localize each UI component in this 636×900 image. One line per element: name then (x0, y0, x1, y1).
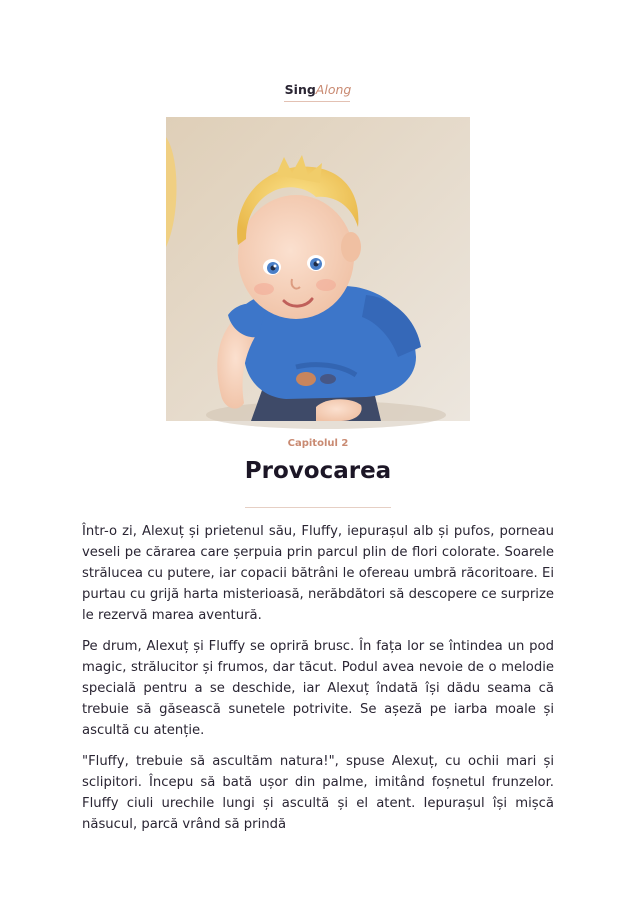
brand-along: Along (315, 82, 352, 97)
story-paragraph: Pe drum, Alexuț și Fluffy se opriră brusc. În fața lor se întindea un pod magic, strălucitor și frumos, dar tăcut. Podul avea nevoie de o melodie specială pentru a se deschide, iar Alexuț îndată își dădu seama că trebuie să găsească sunetele potrivite. Se așeză pe iarba moale și ascultă cu atenție. (82, 639, 554, 738)
story-paragraph: Într-o zi, Alexuț și prietenul său, Fluffy, iepurașul alb și pufos, porneau veseli pe cărarea care șerpuia prin parcul plin de flori colorate. Soarele strălucea cu putere, iar copacii bătrâni le ofereau umbră răcoritoare. Ei purtau cu grijă harta misterioasă, nerăbdători să descopere ce surprize le rezervă marea aventură. (82, 524, 554, 623)
brand-logo (0, 82, 636, 98)
story-text (82, 521, 554, 832)
toddler-illustration (166, 117, 470, 421)
title-divider (245, 507, 391, 508)
brand-sing: Sing (284, 82, 316, 97)
chapter-title: Provocarea (244, 458, 392, 484)
story-paragraph: "Fluffy, trebuie să ascultăm natura!", spuse Alexuț, cu ochii mari și sclipitori. Începu să bată ușor din palme, imitând foșnetul frunzelor. Fluffy ciuli urechile lungi și ascultă și el atent. Iepurașul își mișcă năsucul, parcă vrând să prindă (82, 754, 554, 832)
brand-underline (284, 101, 350, 102)
chapter-label: Capitolul 2 (287, 438, 349, 449)
